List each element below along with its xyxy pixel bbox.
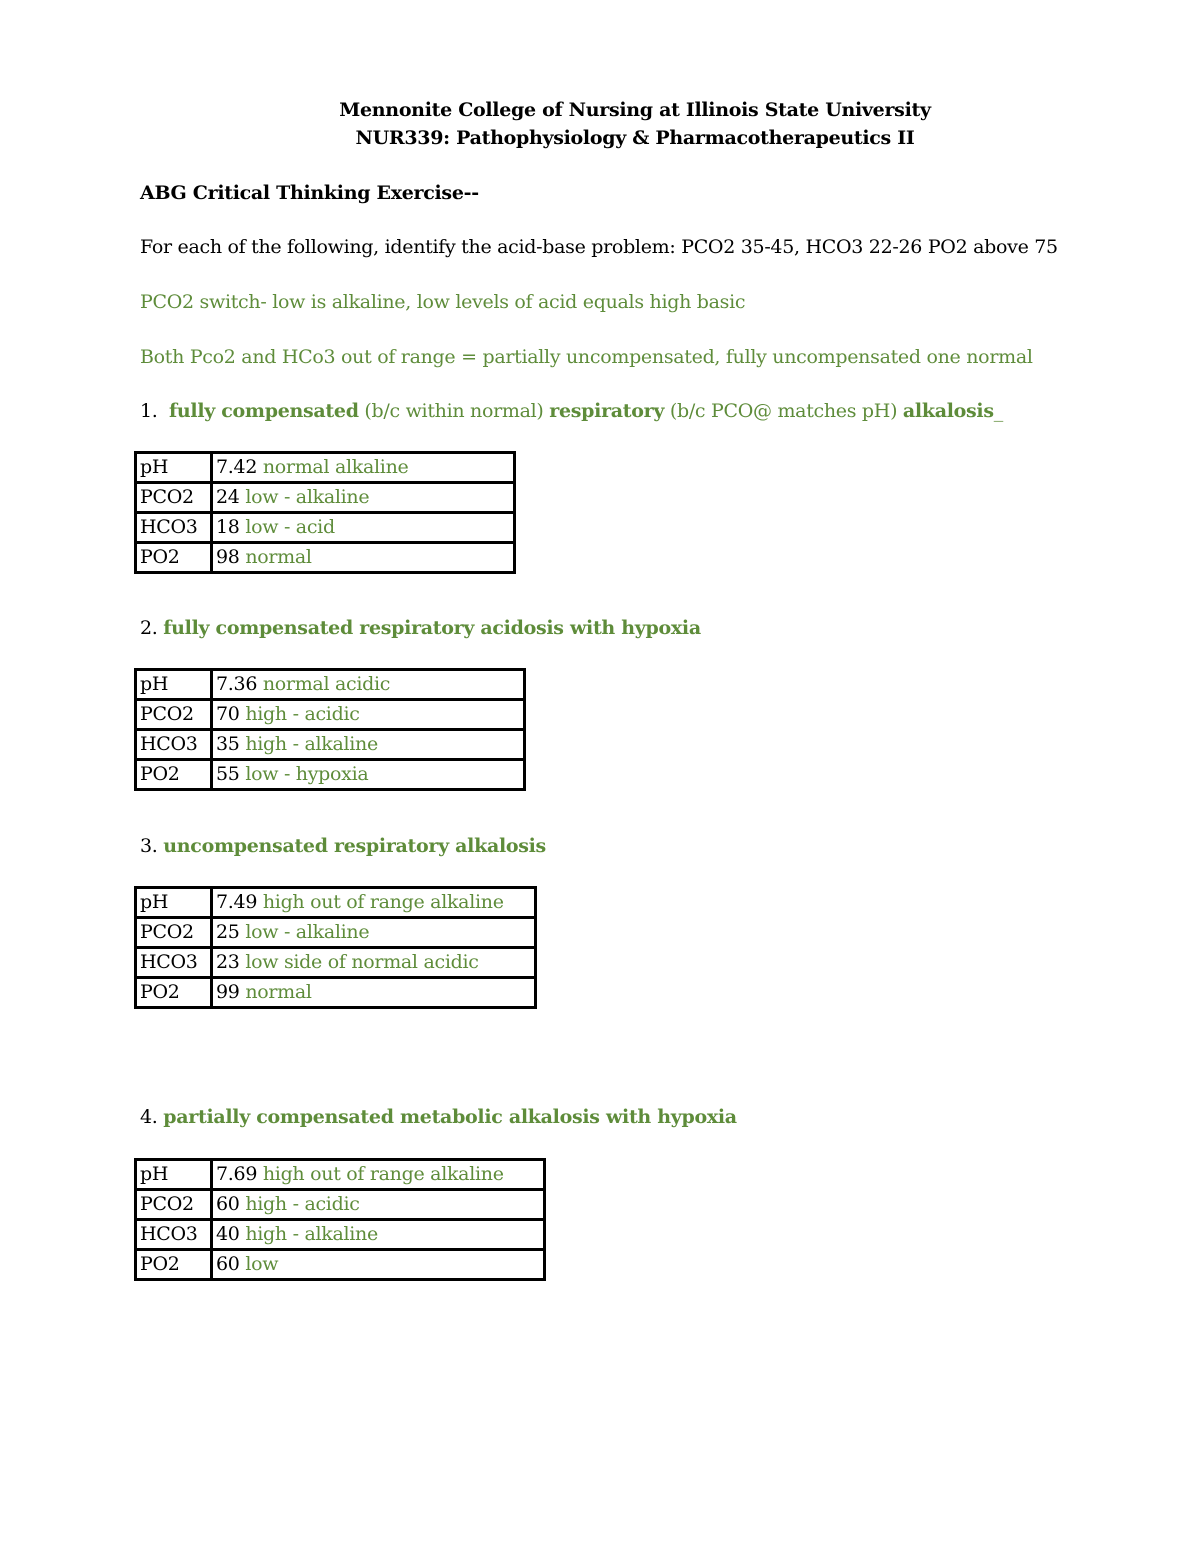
row-label: pH (136, 1160, 212, 1190)
row-value-cell (212, 918, 536, 948)
table-row (136, 948, 536, 978)
table-row (136, 1190, 545, 1220)
problem-3-heading (140, 835, 546, 857)
row-label: PCO2 (136, 1190, 212, 1220)
row-note: high - alkaline (245, 733, 378, 755)
row-note: normal (245, 981, 312, 1003)
problem-answer: uncompensated respiratory alkalosis (163, 835, 546, 857)
row-value-cell (212, 978, 536, 1008)
row-value: 99 (216, 981, 240, 1003)
answer-part: alkalosis (902, 400, 994, 422)
problem-answer: partially compensated metabolic alkalosis with hypoxia (163, 1106, 737, 1128)
note-compensation-rule: Both Pco2 and HCo3 out of range = partially uncompensated, fully uncompensated one normal (140, 346, 1033, 368)
abg-table-1 (134, 451, 516, 574)
row-value-cell (212, 513, 515, 543)
row-label: pH (136, 888, 212, 918)
row-label: HCO3 (136, 1220, 212, 1250)
row-note: low - alkaline (245, 486, 370, 508)
course-title: NUR339: Pathophysiology & Pharmacotherapeutics II (355, 127, 915, 149)
table-row (136, 670, 525, 700)
problem-1-heading (140, 400, 1003, 422)
institution-title: Mennonite College of Nursing at Illinois State University (339, 99, 931, 121)
row-value: 55 (216, 763, 240, 785)
row-note: high - acidic (245, 1193, 360, 1215)
answer-part: (b/c within normal) (358, 400, 550, 422)
row-value: 40 (216, 1223, 240, 1245)
row-value: 7.49 (216, 891, 258, 913)
problem-number: 2. (140, 617, 158, 639)
row-label: PO2 (136, 543, 212, 573)
row-note: low side of normal acidic (245, 951, 479, 973)
abg-table-3 (134, 886, 537, 1009)
table-row (136, 1160, 545, 1190)
row-label: pH (136, 670, 212, 700)
row-note: high - alkaline (245, 1223, 378, 1245)
answer-part: respiratory (549, 400, 665, 422)
row-value: 23 (216, 951, 240, 973)
row-value: 60 (216, 1193, 240, 1215)
row-note: normal alkaline (262, 456, 409, 478)
row-note: high out of range alkaline (262, 891, 504, 913)
problem-answer: fully compensated respiratory acidosis with hypoxia (163, 617, 701, 639)
exercise-title: ABG Critical Thinking Exercise-- (140, 182, 479, 204)
row-note: high - acidic (245, 703, 360, 725)
row-value-cell (212, 1190, 545, 1220)
table-row (136, 730, 525, 760)
problem-number: 4. (140, 1106, 158, 1128)
row-value-cell (212, 730, 525, 760)
answer-part: (b/c PCO@ matches pH) (664, 400, 903, 422)
row-note: low - hypoxia (245, 763, 369, 785)
row-value: 60 (216, 1253, 240, 1275)
table-row (136, 453, 515, 483)
table-row (136, 918, 536, 948)
row-label: PCO2 (136, 483, 212, 513)
row-value-cell (212, 1250, 545, 1280)
row-label: PO2 (136, 1250, 212, 1280)
problem-2-heading (140, 617, 701, 639)
row-note: low - alkaline (245, 921, 370, 943)
row-value-cell (212, 670, 525, 700)
row-value: 35 (216, 733, 240, 755)
row-value: 24 (216, 486, 240, 508)
row-value-cell (212, 760, 525, 790)
row-value: 70 (216, 703, 240, 725)
instructions: For each of the following, identify the acid-base problem: PCO2 35-45, HCO3 22-26 PO2 above 75 (140, 236, 1058, 258)
row-label: pH (136, 453, 212, 483)
table-row (136, 513, 515, 543)
row-value: 18 (216, 516, 240, 538)
row-label: HCO3 (136, 513, 212, 543)
row-value-cell (212, 543, 515, 573)
row-value: 25 (216, 921, 240, 943)
row-note: normal (245, 546, 312, 568)
row-note: high out of range alkaline (262, 1163, 504, 1185)
problem-4-heading (140, 1106, 737, 1128)
table-row (136, 760, 525, 790)
table-row (136, 700, 525, 730)
row-label: PCO2 (136, 918, 212, 948)
row-value: 98 (216, 546, 240, 568)
row-note: low - acid (245, 516, 335, 538)
answer-part: fully compensated (169, 400, 359, 422)
row-value-cell (212, 483, 515, 513)
row-note: normal acidic (262, 673, 391, 695)
row-value-cell (212, 1220, 545, 1250)
row-value: 7.69 (216, 1163, 258, 1185)
answer-part: _ (993, 400, 1003, 422)
note-pco2-switch: PCO2 switch- low is alkaline, low levels of acid equals high basic (140, 291, 746, 313)
row-value-cell (212, 948, 536, 978)
row-value: 7.42 (216, 456, 258, 478)
abg-table-2 (134, 668, 526, 791)
table-row (136, 1220, 545, 1250)
table-row (136, 888, 536, 918)
row-label: PO2 (136, 760, 212, 790)
row-label: HCO3 (136, 730, 212, 760)
row-value: 7.36 (216, 673, 258, 695)
row-label: HCO3 (136, 948, 212, 978)
row-note: low (245, 1253, 279, 1275)
row-value-cell (212, 1160, 545, 1190)
row-value-cell (212, 453, 515, 483)
problem-number: 1. (140, 400, 158, 422)
abg-table-4 (134, 1158, 546, 1281)
row-label: PCO2 (136, 700, 212, 730)
row-label: PO2 (136, 978, 212, 1008)
table-row (136, 978, 536, 1008)
row-value-cell (212, 888, 536, 918)
table-row (136, 543, 515, 573)
problem-number: 3. (140, 835, 158, 857)
table-row (136, 1250, 545, 1280)
row-value-cell (212, 700, 525, 730)
table-row (136, 483, 515, 513)
